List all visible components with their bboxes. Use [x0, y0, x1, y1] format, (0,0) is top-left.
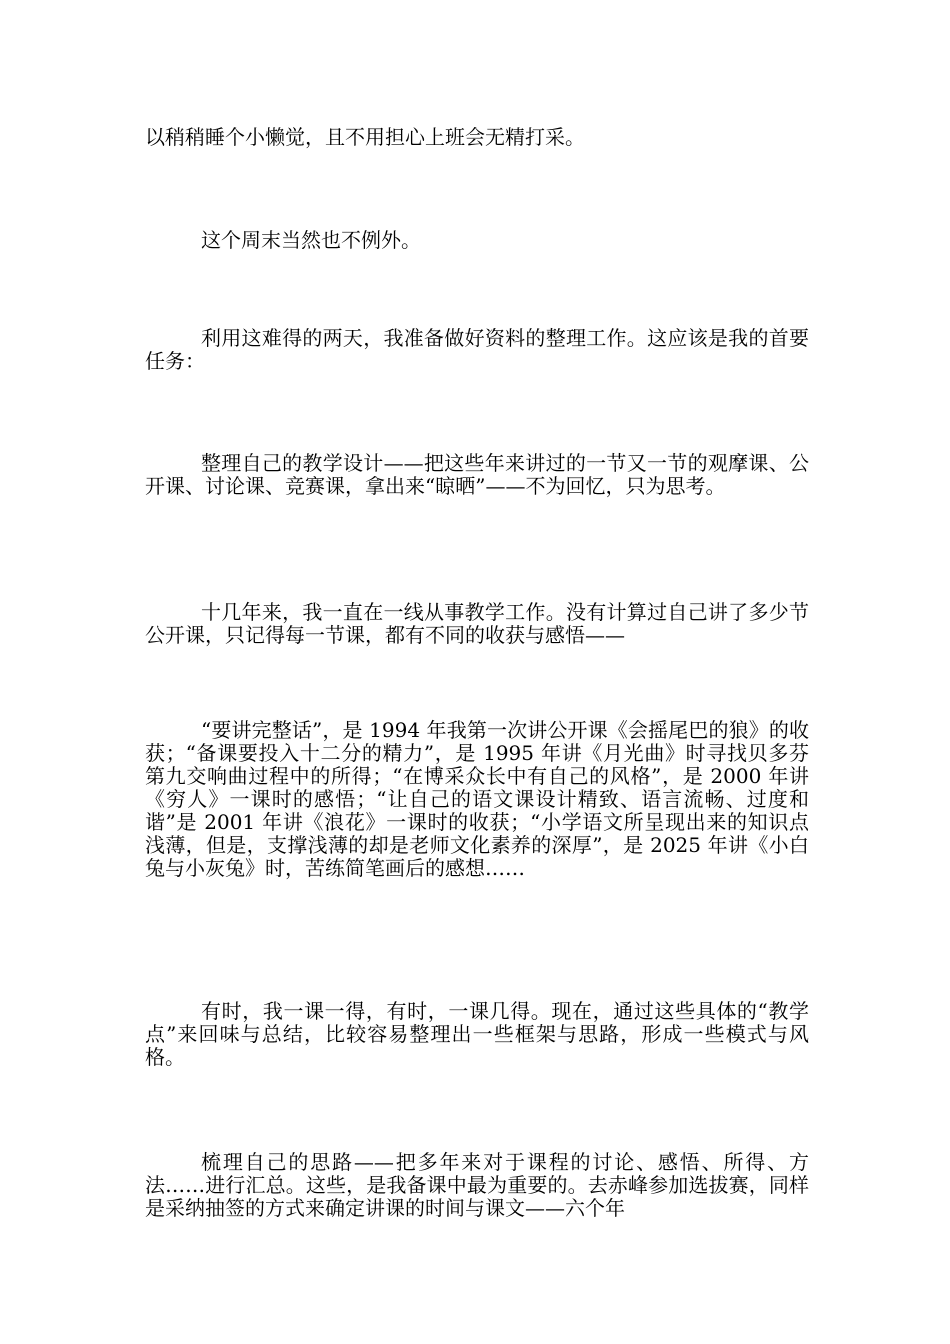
paragraph-8: 梳理自己的思路——把多年来对于课程的讨论、感悟、所得、方法……进行汇总。这些，是我备课中最为重要的。去赤峰参加选拔赛，同样是采纳抽签的方式来确定讲课的时间与课文——六个年 — [145, 1150, 809, 1220]
paragraph-6: “要讲完整话”，是 1994 年我第一次讲公开课《会摇尾巴的狼》的收获；“备课要投入十二分的精力”，是 1995 年讲《月光曲》时寻找贝多芬第九交响曲过程中的所得；“在博采众长中有自己的风格”，是 2000 年讲《穷人》一课时的感悟；“让自己的语文课设计精致、语言流畅、过度和谐”是 2001 年讲《浪花》一课时的收获；“小学语文所呈现出来的知识点浅薄，但是，支撑浅薄的却是老师文化素养的深厚”，是 2025 年讲《小白兔与小灰兔》时，苦练简笔画后的感想…… — [145, 718, 809, 880]
paragraph-2: 这个周末当然也不例外。 — [201, 228, 421, 252]
paragraph-4: 整理自己的教学设计——把这些年来讲过的一节又一节的观摩课、公开课、讨论课、竞赛课，拿出来“晾晒”——不为回忆，只为思考。 — [145, 451, 809, 498]
paragraph-1: 以稍稍睡个小懒觉，且不用担心上班会无精打采。 — [145, 125, 585, 149]
paragraph-5: 十几年来，我一直在一线从事教学工作。没有计算过自己讲了多少节公开课，只记得每一节课，都有不同的收获与感悟—— — [145, 600, 809, 647]
paragraph-7: 有时，我一课一得，有时，一课几得。现在，通过这些具体的“教学点”来回味与总结，比较容易整理出一些框架与思路，形成一些模式与风格。 — [145, 999, 809, 1069]
paragraph-3: 利用这难得的两天，我准备做好资料的整理工作。这应该是我的首要任务： — [145, 326, 809, 373]
